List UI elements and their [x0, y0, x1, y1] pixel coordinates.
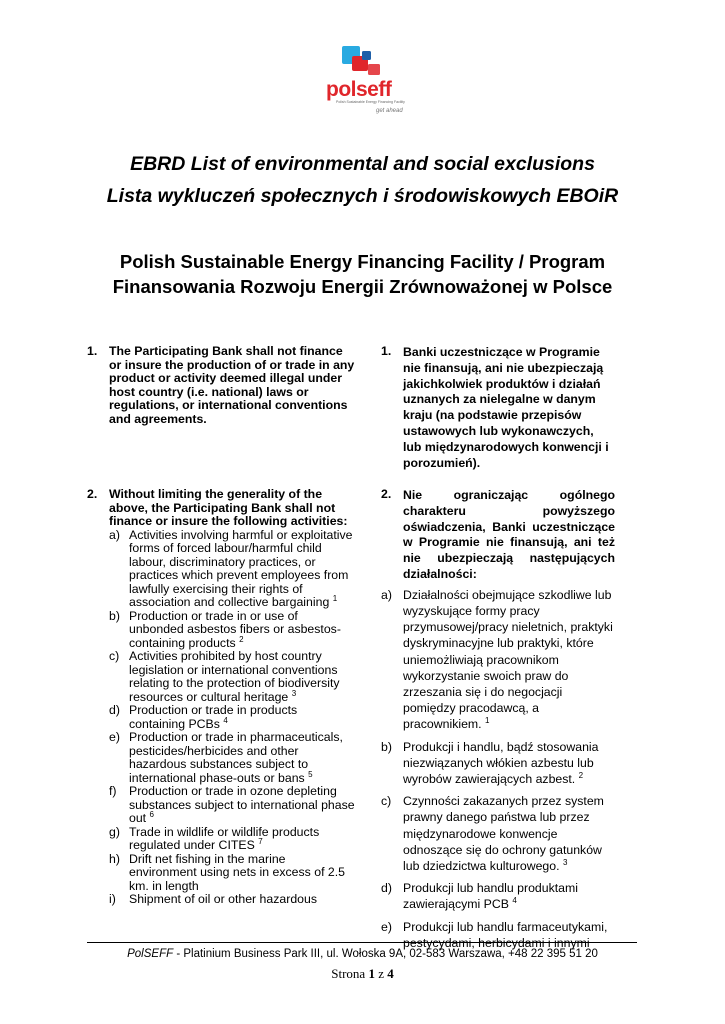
- item-text: Production or trade in pharmaceuticals, pesticides/herbicides and other hazardous substances subject to international phase-outs or bans: [129, 730, 343, 785]
- logo-tagline: get ahead: [376, 108, 403, 114]
- facility-title-line2: Finansowania Rozwoju Energii Zrównoważonej w Polsce: [112, 276, 613, 297]
- exclusion-item: [109, 610, 355, 651]
- item-number: 2.: [87, 487, 98, 501]
- item-letter: c): [381, 794, 392, 809]
- footnote-ref[interactable]: 1: [332, 594, 338, 603]
- item-letter: a): [109, 527, 120, 542]
- exclusion-item: [381, 587, 615, 733]
- footer-address: [0, 948, 725, 960]
- document-title: [0, 148, 725, 212]
- exclusion-item: [109, 853, 355, 894]
- polseff-logo-mark: [318, 42, 408, 82]
- item-letter: c): [109, 649, 120, 663]
- page-current: 1: [368, 966, 375, 981]
- footnote-ref[interactable]: 4: [512, 896, 517, 906]
- footer-company: PolSEFF: [127, 948, 174, 960]
- english-item-2: [87, 488, 355, 907]
- exclusion-item: [381, 793, 615, 874]
- facility-title: [0, 249, 725, 299]
- polseff-logo: [318, 42, 408, 118]
- logo-subtitle: Polish Sustainable Energy Financing Facility: [336, 100, 405, 104]
- polish-item-2: [381, 488, 615, 957]
- exclusion-item: [109, 893, 355, 907]
- item-text: Activities prohibited by host country legislation or international conventions relating to the protection of biodiversity resources or cultural heritage: [129, 649, 340, 704]
- logo-wordmark: polseff: [326, 78, 392, 101]
- item-text: Produkcji lub handlu produktami zawierającymi PCB: [403, 881, 578, 912]
- item-text: Activities involving harmful or exploitative forms of forced labour/harmful child labour, discriminatory practices, or practices which prevent employees from lawfully exercising their rights of association and collective bargaining: [129, 527, 353, 609]
- item-text: Trade in wildlife or wildlife products regulated under CITES: [129, 824, 320, 852]
- exclusion-item: [109, 826, 355, 853]
- item-text: Czynności zakazanych przez system prawny danego państwa lub przez międzynarodowe konwencje odnoszące się do ochrony gatunków lub dziedzictwa kulturowego.: [403, 794, 604, 874]
- item-letter: b): [381, 739, 392, 754]
- item-text: Without limiting the generality of the above, the Participating Bank shall not finance or insure the following activities:: [109, 487, 348, 528]
- title-polish: Lista wykluczeń społecznych i środowiskowych EBOiR: [106, 185, 619, 207]
- item-number: 2.: [381, 487, 392, 501]
- item-text: Produkcji i handlu, bądź stosowania niezwiązanych włókien azbestu lub wyrobów zawierających azbest.: [403, 739, 599, 787]
- footnote-ref[interactable]: 3: [291, 688, 297, 698]
- footnote-ref[interactable]: 5: [308, 769, 313, 779]
- item-letter: g): [109, 824, 120, 839]
- item-letter: e): [381, 919, 392, 934]
- english-sub-list: [109, 529, 355, 907]
- exclusion-item: [381, 919, 615, 951]
- item-letter: f): [109, 784, 117, 798]
- item-letter: e): [109, 730, 120, 744]
- exclusion-item: [109, 731, 355, 785]
- item-text: The Participating Bank shall not finance or insure the production of or trade in any product or activity deemed illegal under host country (i.e. national) laws or regulations, or international conventions and agreements.: [109, 344, 355, 426]
- title-english: EBRD List of environmental and social exclusions: [130, 153, 595, 175]
- item-number: 1.: [87, 344, 98, 358]
- polish-sub-list: [381, 587, 615, 951]
- item-text: Produkcji lub handlu farmaceutykami,: [403, 919, 608, 934]
- item-text: Production or trade in products containing PCBs: [129, 703, 298, 731]
- item-number: 1.: [381, 344, 392, 358]
- item-text: Drift net fishing in the marine environment using nets in excess of 2.5 km. in length: [129, 851, 346, 893]
- footnote-ref[interactable]: 7: [258, 837, 263, 846]
- exclusion-item: [109, 529, 355, 610]
- footer-divider: [87, 942, 637, 943]
- footnote-ref[interactable]: 2: [578, 771, 584, 781]
- page-prefix: Strona: [331, 966, 369, 981]
- item-text: Nie ograniczając ogólnego charakteru powyższego oświadczenia, Banki uczestniczące w Programie nie finansują, ani też nie ubezpieczają następujących działalności:: [403, 488, 615, 581]
- item-text: Production or trade in ozone depleting substances subject to international phase out: [129, 784, 355, 825]
- footnote-ref[interactable]: 6: [149, 810, 154, 819]
- exclusion-item: [109, 650, 355, 704]
- item-letter: d): [109, 703, 120, 717]
- item-text: Banki uczestniczące w Programie nie finansują, ani nie ubezpieczają jakichkolwiek produktów i działań uznanych za nielegalne w danym kraju (na podstawie przepisów ustawowych lub wykonawczych, lub międzynarodowych konwencji i porozumień).: [403, 345, 609, 470]
- footnote-ref[interactable]: 4: [223, 715, 228, 725]
- exclusion-item: [109, 785, 355, 826]
- page-separator: z: [374, 966, 388, 981]
- facility-title-line1: Polish Sustainable Energy Financing Facility / Program: [119, 251, 606, 272]
- item-letter: d): [381, 881, 392, 896]
- polish-item-1: [381, 345, 615, 471]
- footnote-ref[interactable]: 2: [239, 634, 244, 644]
- item-letter: h): [109, 851, 120, 866]
- footnote-ref[interactable]: 3: [562, 858, 568, 868]
- item-text: Działalności obejmujące szkodliwe lub wyzyskujące formy pracy przymusowej/pracy nieletnich, praktyki dyskryminacyjne lub praktyki, które uniemożliwiają pracownikom wykorzystanie swoich praw do zrzeszania się i do negocjacji pomiędzy pracodawcą, a pracownikiem.: [403, 587, 613, 732]
- item-letter: a): [381, 587, 392, 602]
- page-number: [0, 966, 725, 982]
- item-text: Shipment of oil or other hazardous: [129, 892, 317, 906]
- exclusion-item: [381, 739, 615, 788]
- footnote-ref[interactable]: 1: [485, 716, 490, 726]
- item-text: Production or trade in or use of unbonded asbestos fibers or asbestos-containing products: [129, 608, 341, 650]
- english-item-1: [87, 345, 355, 426]
- footer-address-text: - Platinium Business Park III, ul. Wołoska 9A, 02-583 Warszawa, +48 22 395 51 20: [173, 948, 598, 960]
- exclusion-item: [381, 880, 615, 912]
- exclusion-item: [109, 704, 355, 731]
- page-total: 4: [387, 966, 394, 981]
- item-letter: b): [109, 608, 120, 623]
- item-letter: i): [109, 892, 116, 906]
